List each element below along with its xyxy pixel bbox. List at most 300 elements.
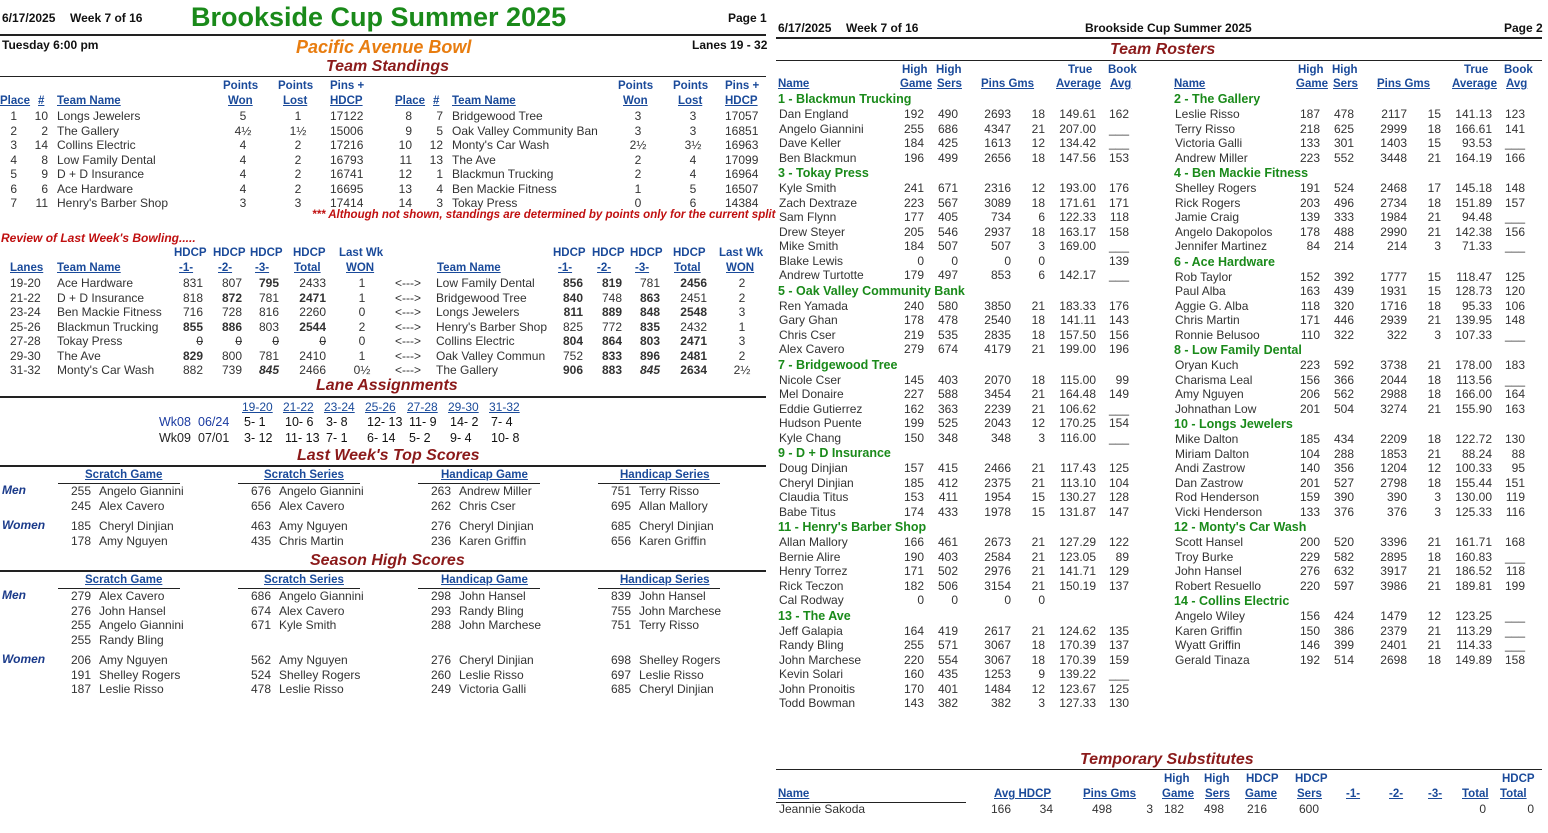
game-1: 856	[562, 276, 583, 290]
team-roster-title: 7 - Bridgewood Tree	[778, 357, 898, 372]
pins: 382	[990, 696, 1011, 710]
page-number: Page 2	[1504, 21, 1543, 35]
high-series: 434	[1333, 432, 1354, 446]
high-series: 582	[1333, 549, 1354, 564]
game-3: 816	[258, 305, 279, 319]
standings-row	[0, 182, 380, 196]
sub-high-series: 498	[1203, 802, 1224, 816]
team-name: Low Family Dental	[436, 276, 535, 290]
col-game-2: -2-	[1389, 788, 1404, 800]
team-roster-title: 5 - Oak Valley Community Bank	[778, 283, 965, 298]
true-average: 124.62	[1059, 623, 1096, 638]
high-series: 580	[937, 298, 958, 313]
divider	[0, 465, 766, 467]
high-series: 527	[1333, 475, 1354, 490]
true-average: 122.33	[1059, 210, 1096, 224]
roster-row	[1172, 196, 1548, 210]
book-average: ___	[1108, 121, 1129, 136]
high-game: 166	[903, 535, 924, 549]
lane-pairing: 5- 2	[409, 431, 431, 445]
bowler-name: Shelley Rogers	[279, 667, 361, 682]
pins-hdcp: 16793	[330, 152, 364, 167]
lanes: 19-20	[10, 276, 41, 290]
lane-pairing: 3- 8	[326, 415, 348, 429]
col-series: Sers	[1205, 788, 1230, 800]
pins: 507	[990, 239, 1011, 253]
high-series: 439	[1333, 284, 1354, 298]
section-title-season-high: Season High Scores	[310, 552, 465, 569]
roster-row	[1172, 284, 1548, 298]
points-won: 4	[239, 138, 247, 152]
player-name: Allan Mallory	[779, 535, 848, 549]
total: 2432	[680, 319, 707, 334]
player-name: Sam Flynn	[779, 210, 837, 224]
player-name: Shelley Rogers	[1175, 181, 1257, 195]
high-series: 490	[937, 107, 958, 121]
team-name: Henry's Barber Shop	[57, 196, 169, 210]
high-game: 199	[903, 416, 924, 430]
lane-pairing: 11- 13	[285, 431, 320, 445]
standings-row	[0, 138, 380, 152]
high-series: 425	[937, 136, 958, 150]
score-entry	[598, 604, 768, 618]
games: 15	[1427, 269, 1441, 284]
games: 9	[1038, 667, 1045, 681]
book-average: 125	[1108, 461, 1129, 475]
high-series: 403	[937, 549, 958, 564]
team-number: 10	[34, 109, 48, 123]
pins: 3154	[984, 578, 1011, 593]
team-name: Oak Valley Community Ban	[452, 123, 598, 138]
col-won: Won	[623, 95, 648, 107]
book-average: 158	[1108, 224, 1129, 239]
won: 1	[358, 276, 366, 290]
col-team: Team Name	[57, 95, 121, 107]
game-3: 835	[639, 319, 660, 334]
points-lost: 3½	[684, 138, 702, 152]
substitute-row	[776, 802, 1542, 816]
team-roster-title: 8 - Low Family Dental	[1174, 343, 1302, 357]
col-won: WON	[726, 262, 755, 274]
true-average: 122.72	[1455, 432, 1492, 446]
team-roster-title: 11 - Henry's Barber Shop	[778, 520, 927, 534]
pins: 1479	[1380, 609, 1407, 623]
roster-row	[1172, 239, 1548, 253]
lanes: 25-26	[10, 319, 41, 334]
roster-row	[776, 653, 1156, 667]
col-place: Place	[0, 95, 31, 107]
bowler-name: Karen Griffin	[459, 533, 527, 548]
col-name: Name	[1174, 78, 1206, 90]
pins: 2673	[984, 535, 1011, 549]
true-average: 113.10	[1060, 475, 1096, 490]
player-name: Mel Donaire	[779, 387, 844, 401]
page-2	[776, 0, 1544, 833]
team-name: The Ave	[452, 152, 496, 167]
high-series: 507	[937, 239, 958, 253]
book-average: ___	[1504, 549, 1525, 564]
book-average: 123	[1504, 107, 1525, 121]
player-name: Rod Henderson	[1175, 490, 1260, 504]
high-game: 219	[903, 327, 924, 342]
points-won: 4	[239, 181, 247, 196]
true-average: 199.00	[1059, 342, 1096, 356]
standings-note: *** Although not shown, standings are determined by points only for the current split	[312, 209, 776, 221]
score: 293	[430, 603, 451, 618]
bowler-name: Cheryl Dinjian	[99, 519, 174, 533]
high-game: 227	[903, 387, 924, 401]
team-name: Bridgewood Tree	[436, 290, 527, 305]
player-name: Nicole Cser	[779, 372, 842, 387]
points-lost: 3	[689, 109, 697, 123]
won: 2	[738, 276, 746, 290]
lane-pairing: 5- 1	[244, 415, 266, 429]
pins: 2990	[1380, 224, 1407, 239]
games: 18	[1427, 121, 1441, 136]
games: 21	[1427, 401, 1441, 416]
lanes: 21-22	[10, 290, 41, 305]
pins: 2693	[984, 107, 1011, 121]
true-average: 106.62	[1059, 401, 1096, 416]
score: 191	[70, 667, 91, 682]
high-game: 157	[903, 461, 924, 475]
games: 21	[1427, 224, 1441, 239]
book-average: 99	[1115, 372, 1129, 387]
player-name: Dave Keller	[779, 136, 842, 150]
high-series: 214	[1333, 239, 1354, 253]
score: 751	[610, 618, 631, 632]
points-lost: 2	[294, 138, 302, 152]
high-series: 405	[937, 210, 958, 224]
player-name: Andrew Miller	[1175, 150, 1248, 165]
won: 3	[738, 334, 746, 348]
book-average: 159	[1108, 652, 1129, 667]
bowler-name: Amy Nguyen	[279, 653, 348, 667]
score: 656	[250, 498, 271, 513]
women-label: Women	[2, 518, 46, 532]
high-series: 571	[937, 638, 958, 652]
games: 18	[1031, 652, 1045, 667]
points-lost: 1	[294, 109, 302, 123]
won: 0	[358, 305, 366, 319]
games: 12	[1031, 136, 1045, 150]
player-name: Karen Griffin	[1175, 623, 1243, 638]
team-roster-title: 1 - Blackmun Trucking	[778, 92, 912, 106]
pins-hdcp: 17414	[330, 196, 364, 210]
games: 21	[1031, 387, 1045, 401]
high-series: 524	[1333, 181, 1354, 195]
games: 21	[1031, 564, 1045, 578]
roster-row	[1172, 490, 1548, 504]
section-title-lanes: Lane Assignments	[316, 377, 458, 394]
games: 12	[1427, 461, 1441, 475]
high-series: 461	[937, 535, 958, 549]
score: 187	[70, 682, 91, 696]
game-1: 804	[562, 334, 583, 348]
score: 755	[610, 603, 631, 618]
pins: 3067	[984, 638, 1011, 652]
pins: 1613	[984, 136, 1011, 150]
games: 18	[1427, 432, 1441, 446]
roster-row	[1172, 270, 1548, 284]
place: 1	[10, 109, 17, 123]
high-game: 156	[1299, 372, 1320, 387]
review-row	[0, 349, 766, 363]
high-series: 506	[937, 578, 958, 593]
bowler-name: Angelo Giannini	[99, 484, 184, 498]
team-number: 1	[436, 167, 443, 181]
game-3: 845	[639, 363, 660, 377]
team-name: Ace Hardware	[57, 181, 134, 196]
col-total: Total	[1462, 788, 1489, 800]
book-average: 176	[1108, 298, 1129, 313]
score-category-header: Scratch Series	[264, 574, 344, 586]
pins-hdcp: 17057	[725, 109, 759, 123]
high-series: 403	[937, 372, 958, 387]
pins: 2835	[984, 327, 1011, 342]
score: 685	[610, 682, 631, 696]
book-average: 199	[1504, 578, 1525, 593]
player-name: Dan England	[779, 107, 849, 121]
lanes-range: Lanes 19 - 32	[692, 38, 768, 52]
game-2: 800	[221, 348, 242, 363]
pins: 2988	[1380, 387, 1407, 401]
pins-hdcp: 16695	[330, 181, 364, 196]
bowler-name: Alex Cavero	[279, 603, 345, 618]
score: 276	[430, 519, 451, 533]
team-name: Ace Hardware	[57, 276, 134, 290]
bowler-name: Alex Cavero	[99, 498, 165, 513]
true-average: 166.61	[1455, 121, 1492, 136]
player-name: Bernie Alire	[779, 549, 841, 564]
player-name: Chris Martin	[1175, 313, 1240, 327]
player-name: Blake Lewis	[779, 253, 844, 268]
high-game: 196	[903, 150, 924, 165]
book-average: 88	[1511, 446, 1525, 461]
team-number: 2	[41, 123, 48, 138]
col-true-average: Average	[1452, 78, 1497, 90]
team-number: 11	[35, 196, 48, 210]
col-game-1: -1-	[1346, 788, 1361, 800]
roster-row	[1172, 136, 1548, 150]
bowler-name: Chris Cser	[459, 498, 516, 513]
game-3: 863	[639, 290, 660, 305]
book-average: 135	[1108, 623, 1129, 638]
col-hdcp: HDCP	[1246, 773, 1279, 785]
book-average: 95	[1511, 461, 1525, 475]
score: 178	[70, 533, 91, 548]
game-1: 818	[182, 290, 203, 305]
game-1: 906	[562, 363, 583, 377]
roster-row	[776, 239, 1156, 253]
player-name: Henry Torrez	[779, 564, 848, 578]
score: 185	[70, 519, 91, 533]
score: 695	[610, 498, 631, 513]
score: 255	[70, 618, 91, 632]
pins: 2937	[984, 224, 1011, 239]
high-series: 562	[1333, 387, 1354, 401]
pins: 2468	[1380, 181, 1407, 195]
true-average: 139.95	[1455, 313, 1492, 327]
true-average: 161.71	[1455, 535, 1492, 549]
pins: 2798	[1380, 475, 1407, 490]
player-name: Kyle Smith	[779, 181, 837, 195]
total: 2634	[680, 363, 707, 377]
player-name: Johnathan Low	[1175, 401, 1257, 416]
pins: 3067	[984, 652, 1011, 667]
high-game: 203	[1299, 195, 1320, 210]
versus-arrow: <--->	[394, 305, 421, 319]
pins: 2540	[984, 313, 1011, 327]
bowler-name: Chris Martin	[279, 533, 344, 548]
high-series: 348	[937, 430, 958, 445]
true-average: 141.11	[1060, 313, 1096, 327]
total: 2260	[299, 305, 326, 319]
game-1: 752	[562, 348, 583, 363]
high-series: 386	[1333, 623, 1354, 638]
high-game: 133	[1299, 136, 1320, 150]
game-3: 803	[258, 319, 279, 334]
high-series: 366	[1333, 372, 1354, 387]
bowler-name: Kyle Smith	[279, 618, 337, 632]
standings-row	[395, 182, 775, 196]
standings-row	[0, 167, 380, 181]
score: 276	[430, 653, 451, 667]
book-average: ___	[1504, 327, 1525, 342]
high-game: 0	[917, 253, 924, 268]
player-name: Scott Hansel	[1175, 535, 1244, 549]
col-high: High	[902, 64, 928, 76]
col-team: Team Name	[57, 262, 121, 274]
page-number: Page 1	[728, 11, 767, 25]
week-label: Week 7 of 16	[846, 21, 919, 35]
total: 2433	[299, 276, 326, 290]
roster-row	[1172, 387, 1548, 401]
player-name: Eddie Gutierrez	[779, 401, 863, 416]
roster-row	[1172, 122, 1548, 136]
pins: 214	[1386, 239, 1407, 253]
high-series: 567	[937, 195, 958, 210]
true-average: 189.81	[1455, 578, 1492, 593]
true-average: 178.00	[1455, 358, 1492, 372]
player-name: Hudson Puente	[779, 416, 862, 430]
true-average: 183.33	[1059, 298, 1096, 313]
high-game: 241	[903, 181, 924, 195]
book-average: ___	[1108, 268, 1129, 282]
points-won: 2½	[629, 138, 647, 152]
bowler-name: Amy Nguyen	[279, 519, 348, 533]
col-last-week: Last Wk	[339, 247, 384, 259]
true-average: 115.00	[1060, 372, 1096, 387]
place: 9	[405, 123, 412, 138]
book-average: 168	[1504, 535, 1525, 549]
lane-header: 27-28	[407, 400, 438, 414]
pins: 2043	[984, 416, 1011, 430]
true-average: 170.39	[1059, 638, 1096, 652]
points-lost: 3	[294, 196, 302, 210]
true-average: 94.48	[1461, 210, 1492, 224]
high-series: 520	[1333, 535, 1354, 549]
score: 276	[70, 603, 91, 618]
points-won: 5	[239, 109, 247, 123]
col-hdcp: HDCP	[174, 247, 207, 259]
pins-hdcp: 14384	[725, 196, 759, 210]
high-game: 171	[1299, 313, 1320, 327]
roster-row	[776, 107, 1156, 121]
roster-row	[776, 254, 1156, 268]
player-name: Cheryl Dinjian	[779, 475, 854, 490]
game-2: 748	[601, 290, 622, 305]
col-pins: Pins +	[725, 80, 760, 92]
high-series: 514	[1333, 652, 1354, 667]
player-name: Alex Cavero	[779, 342, 845, 356]
true-average: 171.61	[1059, 195, 1096, 210]
total: 0	[319, 334, 326, 348]
team-name: Bridgewood Tree	[452, 109, 543, 123]
points-won: 3	[634, 109, 642, 123]
sub-name: Jeannie Sakoda	[779, 802, 866, 816]
place: 14	[398, 196, 412, 210]
game-3: 896	[639, 348, 660, 363]
player-name: Oryan Kuch	[1175, 358, 1239, 372]
pins: 348	[990, 430, 1011, 445]
games: 21	[1427, 358, 1441, 372]
games: 18	[1427, 195, 1441, 210]
book-average: 156	[1504, 224, 1525, 239]
sub-hdcp-game: 216	[1246, 802, 1267, 816]
pins-hdcp: 16741	[330, 167, 364, 181]
bowler-name: John Marchese	[459, 618, 542, 632]
book-average: 139	[1108, 253, 1129, 268]
high-game: 220	[1299, 578, 1320, 593]
player-name: Drew Steyer	[779, 224, 846, 239]
game-3: 781	[639, 276, 660, 290]
book-average: 162	[1108, 107, 1129, 121]
games: 21	[1031, 342, 1045, 356]
high-series: 588	[937, 387, 958, 401]
high-series: 552	[1333, 150, 1354, 165]
player-name: Vicki Henderson	[1175, 504, 1263, 519]
book-average: 151	[1504, 475, 1525, 490]
col-book: Book	[1504, 64, 1533, 76]
high-series: 446	[1333, 313, 1354, 327]
high-game: 276	[1299, 564, 1320, 578]
pins-hdcp: 16963	[725, 138, 759, 152]
team-roster-title: 2 - The Gallery	[1174, 92, 1261, 106]
book-average: 149	[1108, 387, 1129, 401]
pins: 853	[990, 268, 1011, 282]
book-average: 154	[1108, 416, 1129, 430]
true-average: 128.73	[1455, 284, 1492, 298]
score-entry	[598, 618, 768, 632]
roster-row	[1172, 461, 1548, 475]
games: 21	[1031, 549, 1045, 564]
games: 3	[1038, 696, 1045, 710]
games: 21	[1031, 475, 1045, 490]
team-number: 4	[436, 181, 443, 196]
games: 21	[1031, 121, 1045, 136]
pins: 2584	[984, 549, 1011, 564]
col-name: Name	[778, 78, 810, 90]
lanes: 23-24	[10, 305, 41, 319]
standings-row	[395, 167, 775, 181]
high-game: 205	[903, 224, 924, 239]
book-average: 157	[1504, 195, 1525, 210]
team-roster-title: 6 - Ace Hardware	[1174, 254, 1275, 269]
roster-row	[776, 387, 1156, 401]
col-series: Sers	[937, 78, 962, 90]
versus-arrow: <--->	[394, 334, 421, 348]
